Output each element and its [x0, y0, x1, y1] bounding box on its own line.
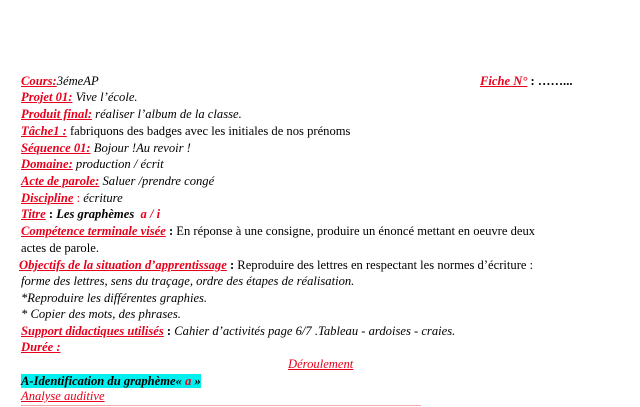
section-a-close: »	[191, 374, 201, 388]
objectifs-text-2: forme des lettres, sens du traçage, ordre des étapes de réalisation.	[21, 274, 355, 288]
fiche-value: : ……...	[527, 74, 573, 88]
bottom-divider	[21, 405, 421, 406]
discipline-value: écriture	[80, 191, 123, 205]
section-a-heading	[21, 374, 201, 388]
projet-line	[21, 90, 138, 104]
projet-label: Projet 01:	[21, 90, 73, 104]
fiche-label: Fiche N°	[480, 74, 528, 88]
analyse-text: Analyse auditive	[21, 389, 105, 403]
tache-line	[21, 124, 350, 138]
titre-label: Titre	[21, 207, 46, 221]
competence-text-2: actes de parole.	[21, 241, 99, 255]
duree-line	[21, 340, 61, 354]
support-line: Support didactiques utilisés : Cahier d’activités page 6/7 .Tableau - ardoises - craies.	[21, 324, 456, 338]
produit-label: Produit final:	[21, 107, 93, 121]
cours-label: Cours:	[21, 74, 57, 88]
domaine-value: production / écrit	[72, 157, 164, 171]
competence-line: Compétence terminale visée : En réponse à une consigne, produire un énoncé mettant en oeuvre deux	[21, 224, 536, 238]
deroulement-heading	[288, 357, 353, 371]
objectifs-text-3: *Reproduire les différentes graphies.	[21, 291, 208, 305]
acte-line	[21, 174, 214, 188]
acte-label: Acte de parole:	[21, 174, 100, 188]
support-value: Cahier d’activités page 6/7 .Tableau - ardoises - craies.	[171, 324, 456, 338]
section-a-grapheme: a	[185, 374, 192, 388]
sequence-label: Séquence 01:	[21, 141, 91, 155]
competence-label: Compétence terminale visée	[21, 224, 166, 238]
domaine-line	[21, 157, 164, 171]
discipline-label: Discipline	[21, 191, 74, 205]
sequence-line	[21, 141, 191, 155]
produit-line	[21, 107, 242, 121]
produit-value: réaliser l’album de la classe.	[92, 107, 242, 121]
cours-line	[21, 74, 99, 88]
objectifs-label: Objectifs de la situation d’apprentissage	[19, 258, 227, 272]
discipline-line: Discipline : écriture	[21, 191, 123, 205]
analyse-line	[21, 389, 105, 403]
domaine-label: Domaine:	[21, 157, 73, 171]
sequence-value: Bojour !Au revoir !	[90, 141, 191, 155]
section-a-label: A-Identification du graphème«	[21, 374, 186, 388]
objectifs-line: Objectifs de la situation d’apprentissage : Reproduire des lettres en respectant les normes d’écriture :	[19, 258, 534, 272]
fiche-line	[480, 74, 573, 88]
objectifs-text-1: Reproduire des lettres en respectant les normes d’écriture :	[234, 258, 534, 272]
projet-value: Vive l’école.	[72, 90, 138, 104]
duree-label: Durée :	[21, 340, 61, 354]
tache-value: fabriquons des badges avec les initiales de nos prénoms	[66, 124, 351, 138]
acte-value: Saluer /prendre congé	[99, 174, 215, 188]
cours-value: 3émeAP	[56, 74, 99, 88]
titre-line: Titre : Les graphèmes a / i	[21, 207, 161, 221]
tache-label: Tâche1 :	[21, 124, 67, 138]
support-label: Support didactiques utilisés	[21, 324, 164, 338]
deroulement-text: Déroulement	[288, 357, 354, 371]
titre-graphemes: a / i	[140, 207, 161, 221]
competence-text-1: En réponse à une consigne, produire un énoncé mettant en oeuvre deux	[173, 224, 536, 238]
titre-value: Les graphèmes	[56, 207, 135, 221]
objectifs-text-4: * Copier des mots, des phrases.	[21, 307, 181, 321]
section-a-highlight	[21, 374, 201, 388]
